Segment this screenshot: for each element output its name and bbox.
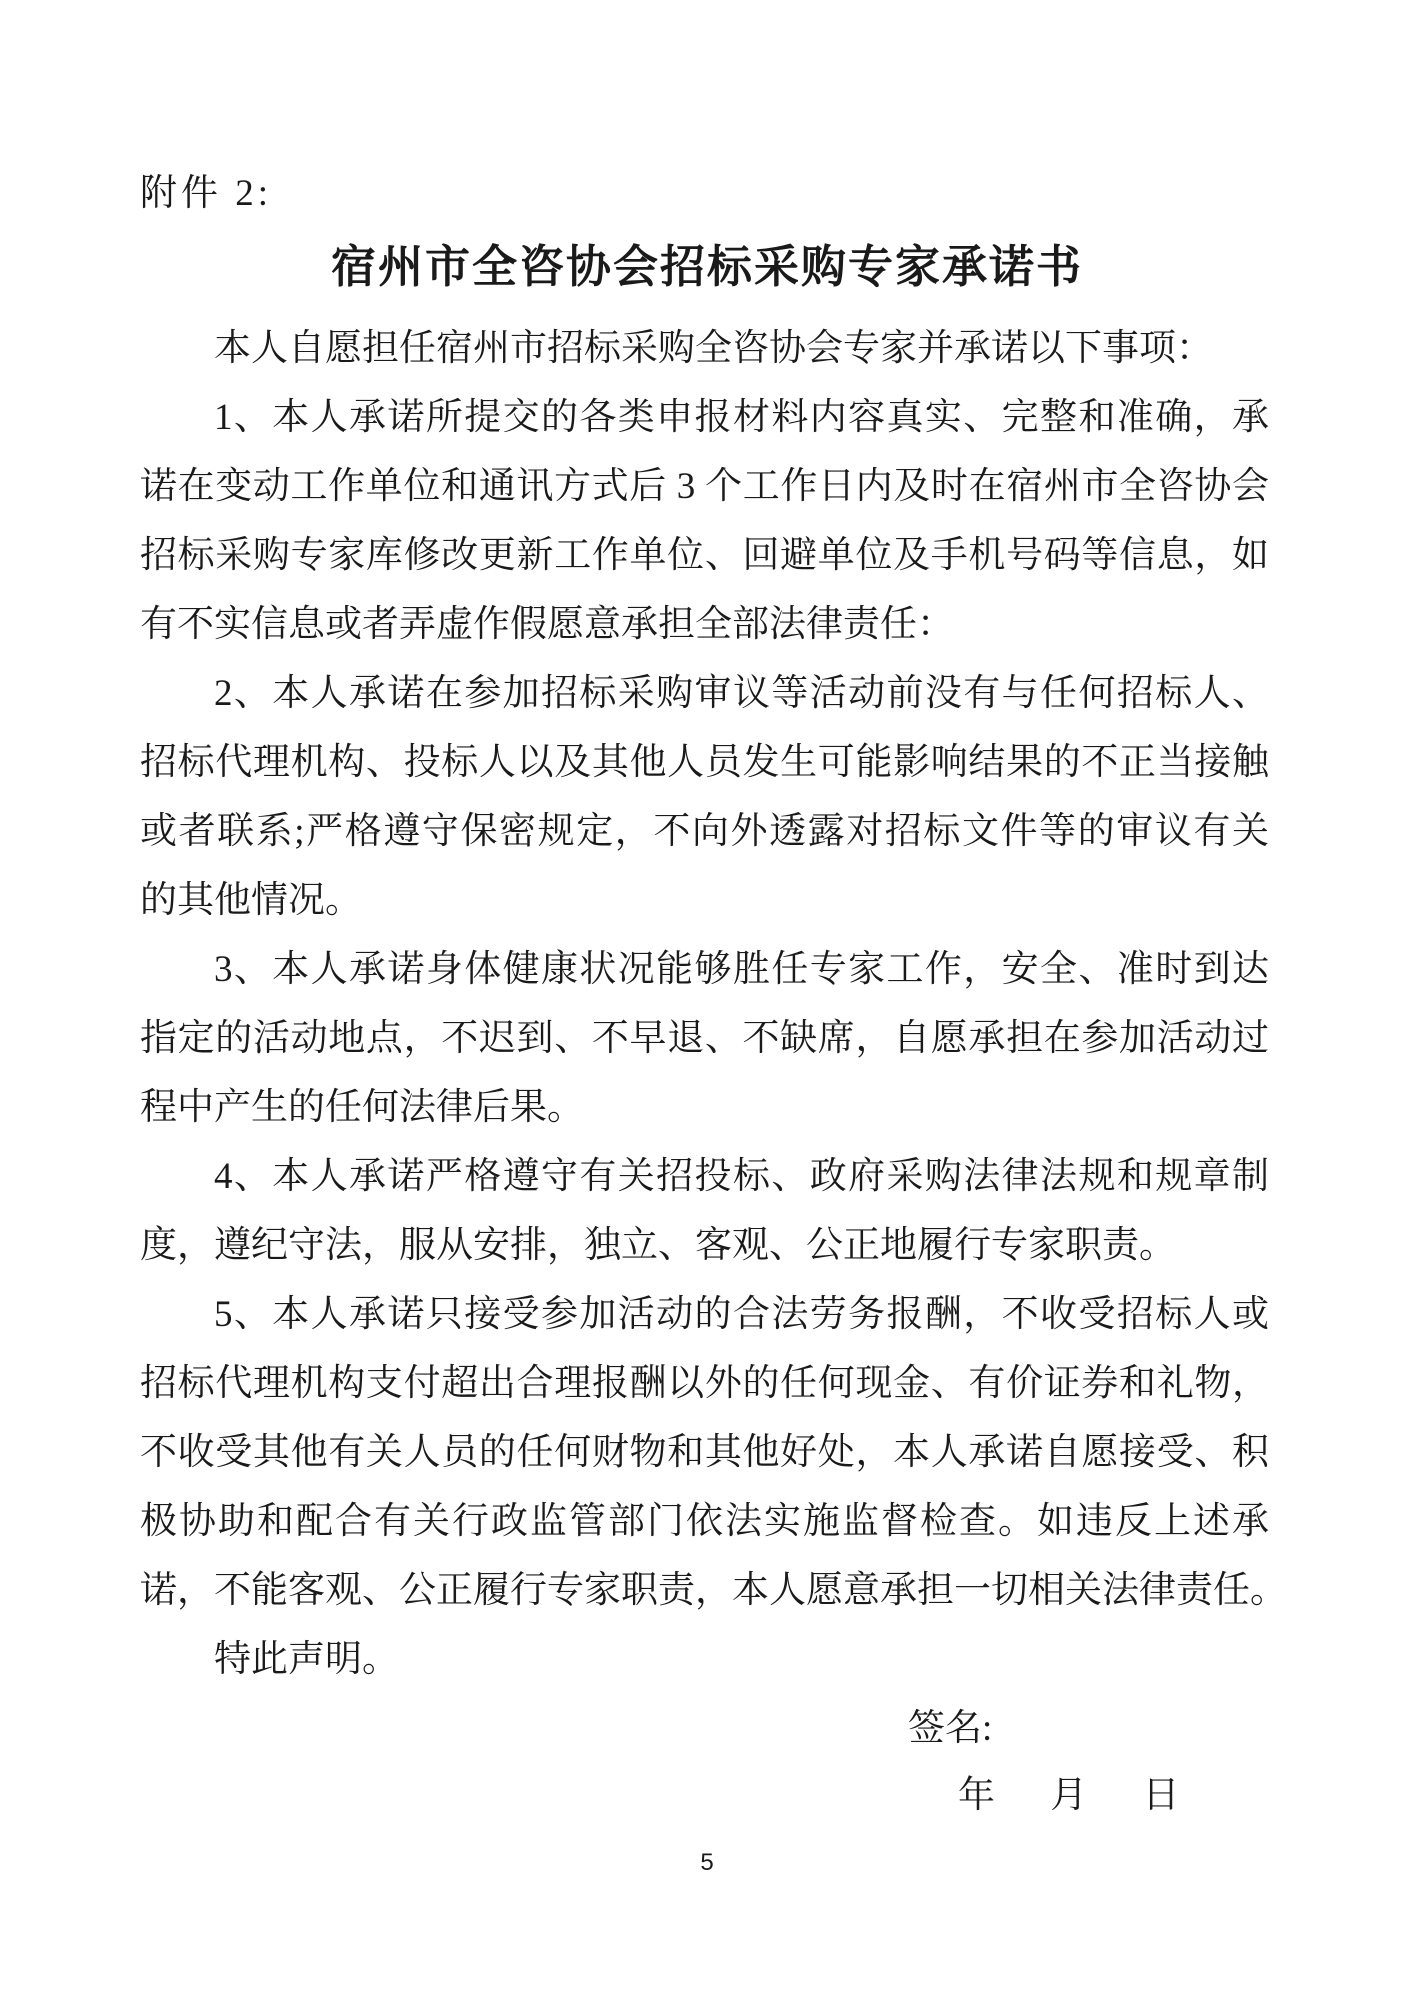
body-line: 4、本人承诺严格遵守有关招投标、政府采购法律法规和规章制 bbox=[214, 1156, 1269, 1197]
body-line: 5、本人承诺只接受参加活动的合法劳务报酬，不收受招标人或 bbox=[214, 1294, 1269, 1335]
page-number: 5 bbox=[700, 1849, 714, 1876]
body-line: 3、本人承诺身体健康状况能够胜任专家工作，安全、准时到达 bbox=[214, 949, 1269, 990]
body-line: 有不实信息或者弄虚作假愿意承担全部法律责任： bbox=[140, 604, 954, 645]
body-line: 极协助和配合有关行政监管部门依法实施监督检查。如违反上述承 bbox=[140, 1501, 1269, 1542]
body-line: 1、本人承诺所提交的各类申报材料内容真实、完整和准确，承 bbox=[214, 397, 1269, 438]
body-line: 的其他情况。 bbox=[140, 880, 362, 921]
body-line: 招标代理机构、投标人以及其他人员发生可能影响结果的不正当接触 bbox=[140, 742, 1269, 783]
body-line: 诺，不能客观、公正履行专家职责，本人愿意承担一切相关法律责任。 bbox=[140, 1570, 1287, 1611]
body-line: 本人自愿担任宿州市招标采购全咨协会专家并承诺以下事项： bbox=[214, 328, 1213, 369]
body-line: 程中产生的任何法律后果。 bbox=[140, 1087, 584, 1128]
attachment-label: 附件 2: bbox=[140, 173, 273, 214]
signature-label: 签名: bbox=[908, 1708, 993, 1749]
body-line: 特此声明。 bbox=[214, 1639, 399, 1680]
body-line: 招标代理机构支付超出合理报酬以外的任何现金、有价证券和礼物， bbox=[140, 1363, 1269, 1404]
body-line: 或者联系;严格遵守保密规定，不向外透露对招标文件等的审议有关 bbox=[140, 811, 1269, 852]
body-line: 不收受其他有关人员的任何财物和其他好处，本人承诺自愿接受、积 bbox=[140, 1432, 1269, 1473]
document-body bbox=[140, 314, 1287, 1829]
date-line: 年 月 日 bbox=[958, 1775, 1180, 1816]
body-line: 招标采购专家库修改更新工作单位、回避单位及手机号码等信息，如 bbox=[140, 535, 1269, 576]
body-line: 度，遵纪守法，服从安排，独立、客观、公正地履行专家职责。 bbox=[140, 1225, 1176, 1266]
page-title: 宿州市全咨协会招标采购专家承诺书 bbox=[330, 242, 1083, 292]
body-line: 诺在变动工作单位和通讯方式后 3 个工作日内及时在宿州市全咨协会 bbox=[140, 466, 1269, 507]
body-line: 指定的活动地点，不迟到、不早退、不缺席，自愿承担在参加活动过 bbox=[140, 1018, 1269, 1059]
body-line: 2、本人承诺在参加招标采购审议等活动前没有与任何招标人、 bbox=[214, 673, 1269, 714]
